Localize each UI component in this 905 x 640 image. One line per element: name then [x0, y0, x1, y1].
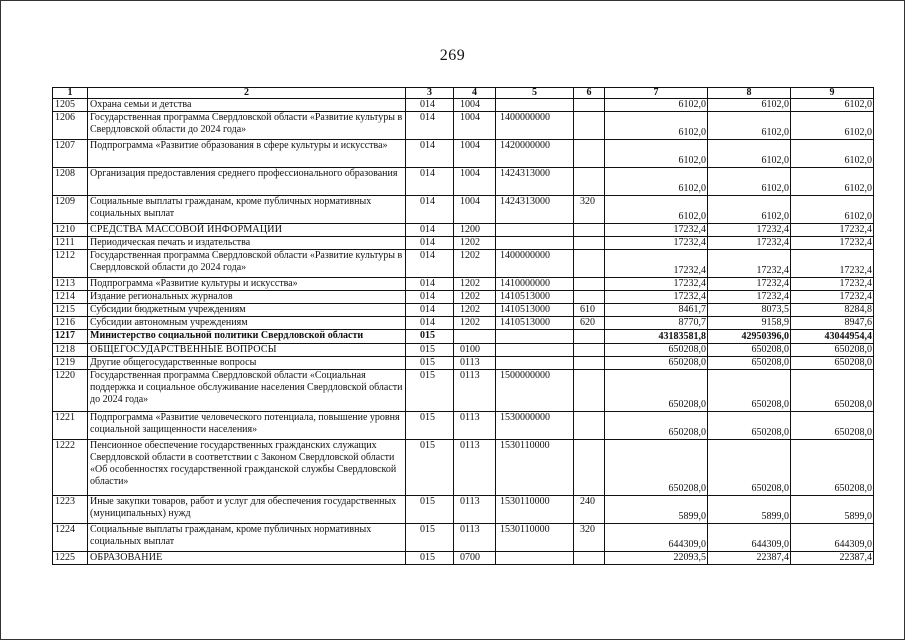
code-section: 1202	[454, 304, 496, 317]
code-admin: 015	[406, 524, 454, 552]
code-admin: 015	[406, 357, 454, 370]
row-name: ОБЩЕГОСУДАРСТВЕННЫЕ ВОПРОСЫ	[88, 344, 406, 357]
code-expense-type	[574, 330, 605, 344]
amount-col-8: 8073,5	[708, 304, 791, 317]
row-name: СРЕДСТВА МАССОВОЙ ИНФОРМАЦИИ	[88, 224, 406, 237]
amount-col-8: 17232,4	[708, 278, 791, 291]
row-number: 1205	[53, 99, 88, 112]
code-target: 1420000000	[496, 140, 574, 168]
table-row	[53, 304, 874, 317]
row-number: 1208	[53, 168, 88, 196]
amount-col-7: 650208,0	[605, 344, 708, 357]
code-admin: 015	[406, 330, 454, 344]
amount-col-8: 17232,4	[708, 237, 791, 250]
amount-col-8: 6102,0	[708, 99, 791, 112]
amount-col-8: 650208,0	[708, 370, 791, 412]
amount-col-9: 650208,0	[791, 412, 874, 440]
code-section: 1004	[454, 140, 496, 168]
code-target	[496, 224, 574, 237]
code-expense-type	[574, 552, 605, 565]
code-expense-type	[574, 357, 605, 370]
code-admin: 014	[406, 250, 454, 278]
amount-col-7: 17232,4	[605, 224, 708, 237]
amount-col-8: 5899,0	[708, 496, 791, 524]
code-section: 0113	[454, 496, 496, 524]
code-admin: 015	[406, 552, 454, 565]
row-number: 1220	[53, 370, 88, 412]
amount-col-9: 650208,0	[791, 357, 874, 370]
amount-col-8: 644309,0	[708, 524, 791, 552]
code-expense-type	[574, 250, 605, 278]
amount-col-7: 17232,4	[605, 237, 708, 250]
amount-col-9: 22387,4	[791, 552, 874, 565]
table-row	[53, 291, 874, 304]
code-expense-type	[574, 224, 605, 237]
row-number: 1219	[53, 357, 88, 370]
amount-col-9: 8284,8	[791, 304, 874, 317]
code-section: 1202	[454, 291, 496, 304]
page-number: 269	[439, 47, 466, 64]
code-admin: 014	[406, 278, 454, 291]
code-expense-type	[574, 291, 605, 304]
code-target	[496, 357, 574, 370]
code-target: 1400000000	[496, 112, 574, 140]
amount-col-9: 644309,0	[791, 524, 874, 552]
code-expense-type	[574, 237, 605, 250]
row-number: 1209	[53, 196, 88, 224]
row-name: Субсидии автономным учреждениям	[88, 317, 406, 330]
amount-col-8: 22387,4	[708, 552, 791, 565]
code-target	[496, 330, 574, 344]
table-row	[53, 112, 874, 140]
row-number: 1212	[53, 250, 88, 278]
row-name: Государственная программа Свердловской области «Развитие культуры в Свердловской области до 2024 года»	[88, 112, 406, 140]
row-number: 1222	[53, 440, 88, 496]
code-expense-type: 620	[574, 317, 605, 330]
header-col-4: 4	[454, 88, 496, 99]
amount-col-9: 6102,0	[791, 196, 874, 224]
table-row	[53, 552, 874, 565]
table-row	[53, 330, 874, 344]
table-row	[53, 278, 874, 291]
code-section: 0113	[454, 440, 496, 496]
code-target: 1410513000	[496, 304, 574, 317]
header-col-7: 7	[605, 88, 708, 99]
code-target: 1530110000	[496, 440, 574, 496]
amount-col-7: 17232,4	[605, 250, 708, 278]
amount-col-7: 5899,0	[605, 496, 708, 524]
code-expense-type: 610	[574, 304, 605, 317]
code-section: 1004	[454, 112, 496, 140]
code-admin: 014	[406, 291, 454, 304]
code-target: 1530110000	[496, 524, 574, 552]
code-section: 1202	[454, 237, 496, 250]
code-expense-type	[574, 112, 605, 140]
code-target: 1424313000	[496, 196, 574, 224]
header-col-2: 2	[88, 88, 406, 99]
amount-col-7: 650208,0	[605, 370, 708, 412]
code-target: 1530110000	[496, 496, 574, 524]
code-expense-type	[574, 370, 605, 412]
row-number: 1207	[53, 140, 88, 168]
code-section: 0700	[454, 552, 496, 565]
code-admin: 014	[406, 196, 454, 224]
code-section: 0113	[454, 524, 496, 552]
amount-col-9: 17232,4	[791, 224, 874, 237]
code-section: 0113	[454, 357, 496, 370]
code-section: 1202	[454, 317, 496, 330]
code-target	[496, 552, 574, 565]
row-number: 1217	[53, 330, 88, 344]
amount-col-7: 17232,4	[605, 278, 708, 291]
amount-col-9: 5899,0	[791, 496, 874, 524]
table-row	[53, 196, 874, 224]
code-target	[496, 344, 574, 357]
amount-col-7: 650208,0	[605, 357, 708, 370]
table-row	[53, 140, 874, 168]
code-section: 1202	[454, 278, 496, 291]
amount-col-8: 6102,0	[708, 168, 791, 196]
code-admin: 015	[406, 412, 454, 440]
row-name: Охрана семьи и детства	[88, 99, 406, 112]
code-section: 0113	[454, 412, 496, 440]
row-number: 1206	[53, 112, 88, 140]
amount-col-7: 650208,0	[605, 440, 708, 496]
table-row	[53, 370, 874, 412]
amount-col-8: 17232,4	[708, 224, 791, 237]
code-admin: 015	[406, 440, 454, 496]
amount-col-9: 17232,4	[791, 291, 874, 304]
budget-table	[52, 87, 874, 565]
code-expense-type: 240	[574, 496, 605, 524]
row-name: Организация предоставления среднего профессионального образования	[88, 168, 406, 196]
row-name: Иные закупки товаров, работ и услуг для обеспечения государственных (муниципальных) нужд	[88, 496, 406, 524]
table-row	[53, 224, 874, 237]
table-row	[53, 357, 874, 370]
code-expense-type	[574, 168, 605, 196]
amount-col-9: 650208,0	[791, 440, 874, 496]
row-name: Другие общегосударственные вопросы	[88, 357, 406, 370]
row-number: 1211	[53, 237, 88, 250]
table-row	[53, 237, 874, 250]
row-number: 1215	[53, 304, 88, 317]
code-target: 1400000000	[496, 250, 574, 278]
header-col-6: 6	[574, 88, 605, 99]
code-admin: 014	[406, 224, 454, 237]
code-target: 1530000000	[496, 412, 574, 440]
code-target: 1410513000	[496, 291, 574, 304]
amount-col-9: 6102,0	[791, 112, 874, 140]
amount-col-8: 42950396,0	[708, 330, 791, 344]
code-target: 1410513000	[496, 317, 574, 330]
row-name: Пенсионное обеспечение государственных гражданских служащих Свердловской области в соответствии с Законом Свердловской области «Об особенностях государственной гражданской службы Свердловской области»	[88, 440, 406, 496]
table-row	[53, 317, 874, 330]
row-name: Министерство социальной политики Свердловской области	[88, 330, 406, 344]
code-section: 1004	[454, 196, 496, 224]
code-section: 1004	[454, 99, 496, 112]
amount-col-8: 650208,0	[708, 412, 791, 440]
code-target	[496, 99, 574, 112]
row-number: 1210	[53, 224, 88, 237]
amount-col-8: 650208,0	[708, 440, 791, 496]
amount-col-8: 650208,0	[708, 357, 791, 370]
code-admin: 014	[406, 140, 454, 168]
amount-col-8: 6102,0	[708, 196, 791, 224]
amount-col-8: 9158,9	[708, 317, 791, 330]
amount-col-7: 650208,0	[605, 412, 708, 440]
code-admin: 015	[406, 496, 454, 524]
amount-col-7: 6102,0	[605, 112, 708, 140]
code-admin: 014	[406, 304, 454, 317]
amount-col-7: 43183581,8	[605, 330, 708, 344]
header-col-3: 3	[406, 88, 454, 99]
amount-col-7: 17232,4	[605, 291, 708, 304]
table-header-row	[53, 88, 874, 99]
row-name: Социальные выплаты гражданам, кроме публичных нормативных социальных выплат	[88, 524, 406, 552]
amount-col-7: 22093,5	[605, 552, 708, 565]
row-name: Государственная программа Свердловской области «Развитие культуры в Свердловской области до 2024 года»	[88, 250, 406, 278]
code-target: 1424313000	[496, 168, 574, 196]
row-name: ОБРАЗОВАНИЕ	[88, 552, 406, 565]
header-col-1: 1	[53, 88, 88, 99]
amount-col-8: 6102,0	[708, 112, 791, 140]
row-name: Периодическая печать и издательства	[88, 237, 406, 250]
row-number: 1224	[53, 524, 88, 552]
amount-col-9: 650208,0	[791, 344, 874, 357]
code-expense-type	[574, 278, 605, 291]
row-name: Социальные выплаты гражданам, кроме публичных нормативных социальных выплат	[88, 196, 406, 224]
code-expense-type	[574, 140, 605, 168]
amount-col-7: 6102,0	[605, 140, 708, 168]
code-expense-type: 320	[574, 196, 605, 224]
header-col-5: 5	[496, 88, 574, 99]
row-name: Государственная программа Свердловской области «Социальная поддержка и социальное обслуживание населения Свердловской области до 2024 года»	[88, 370, 406, 412]
row-number: 1218	[53, 344, 88, 357]
amount-col-9: 6102,0	[791, 99, 874, 112]
header-col-9: 9	[791, 88, 874, 99]
code-section: 1200	[454, 224, 496, 237]
code-admin: 014	[406, 99, 454, 112]
amount-col-7: 6102,0	[605, 196, 708, 224]
amount-col-9: 43044954,4	[791, 330, 874, 344]
code-expense-type	[574, 344, 605, 357]
amount-col-9: 17232,4	[791, 237, 874, 250]
amount-col-9: 17232,4	[791, 250, 874, 278]
code-admin: 015	[406, 344, 454, 357]
row-number: 1216	[53, 317, 88, 330]
amount-col-7: 644309,0	[605, 524, 708, 552]
amount-col-9: 650208,0	[791, 370, 874, 412]
code-admin: 014	[406, 112, 454, 140]
code-expense-type	[574, 412, 605, 440]
code-section: 0113	[454, 370, 496, 412]
row-name: Подпрограмма «Развитие образования в сфере культуры и искусства»	[88, 140, 406, 168]
amount-col-9: 8947,6	[791, 317, 874, 330]
header-col-8: 8	[708, 88, 791, 99]
code-section	[454, 330, 496, 344]
amount-col-7: 8461,7	[605, 304, 708, 317]
table-row	[53, 524, 874, 552]
row-number: 1221	[53, 412, 88, 440]
amount-col-8: 17232,4	[708, 291, 791, 304]
table-row	[53, 440, 874, 496]
code-section: 0100	[454, 344, 496, 357]
code-target: 1410000000	[496, 278, 574, 291]
row-name: Подпрограмма «Развитие человеческого потенциала, повышение уровня социальной защищенности населения»	[88, 412, 406, 440]
amount-col-8: 650208,0	[708, 344, 791, 357]
amount-col-9: 6102,0	[791, 168, 874, 196]
table-row	[53, 250, 874, 278]
row-name: Издание региональных журналов	[88, 291, 406, 304]
amount-col-7: 8770,7	[605, 317, 708, 330]
table-row	[53, 496, 874, 524]
amount-col-9: 6102,0	[791, 140, 874, 168]
table-row	[53, 168, 874, 196]
code-admin: 014	[406, 237, 454, 250]
code-admin: 014	[406, 317, 454, 330]
code-admin: 015	[406, 370, 454, 412]
amount-col-9: 17232,4	[791, 278, 874, 291]
code-section: 1202	[454, 250, 496, 278]
amount-col-7: 6102,0	[605, 168, 708, 196]
code-target: 1500000000	[496, 370, 574, 412]
row-number: 1214	[53, 291, 88, 304]
row-number: 1225	[53, 552, 88, 565]
code-section: 1004	[454, 168, 496, 196]
table-row	[53, 344, 874, 357]
amount-col-8: 6102,0	[708, 140, 791, 168]
row-number: 1213	[53, 278, 88, 291]
code-admin: 014	[406, 168, 454, 196]
amount-col-7: 6102,0	[605, 99, 708, 112]
row-name: Подпрограмма «Развитие культуры и искусства»	[88, 278, 406, 291]
code-expense-type: 320	[574, 524, 605, 552]
row-number: 1223	[53, 496, 88, 524]
code-expense-type	[574, 99, 605, 112]
table-row	[53, 412, 874, 440]
table-row	[53, 99, 874, 112]
row-name: Субсидии бюджетным учреждениям	[88, 304, 406, 317]
code-expense-type	[574, 440, 605, 496]
amount-col-8: 17232,4	[708, 250, 791, 278]
code-target	[496, 237, 574, 250]
